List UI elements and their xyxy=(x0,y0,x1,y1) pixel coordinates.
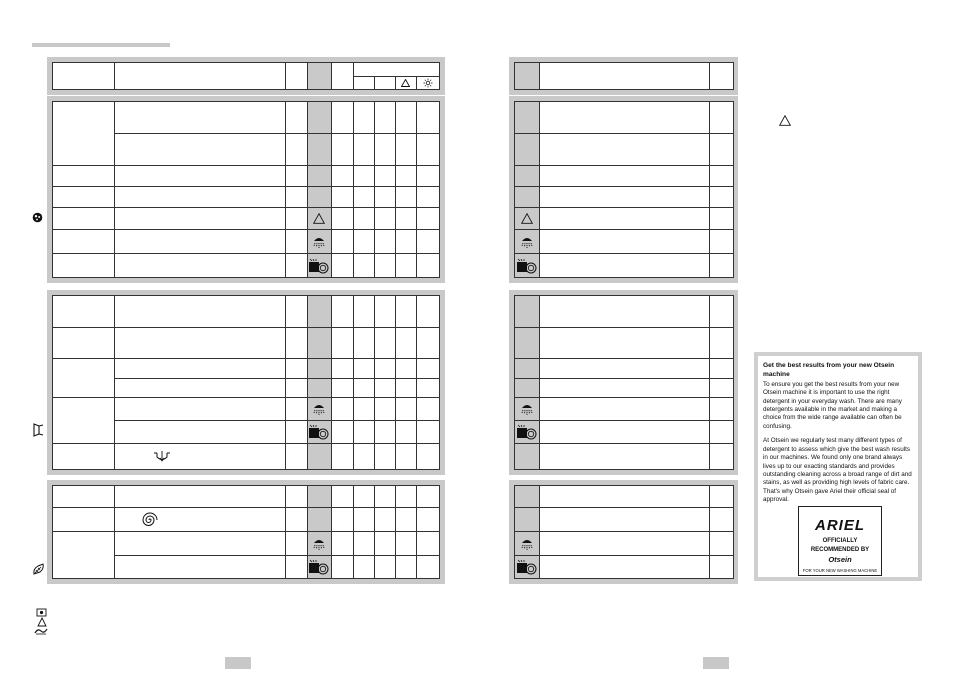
table-cell xyxy=(331,379,353,398)
table-cell xyxy=(353,296,374,328)
table-cell xyxy=(53,444,115,470)
table-cell xyxy=(307,166,331,187)
table-cell xyxy=(331,359,353,379)
table-cell xyxy=(307,398,331,421)
table-cell xyxy=(307,379,331,398)
left-section-cotton xyxy=(47,96,445,283)
table-cell xyxy=(374,208,395,230)
table-cell xyxy=(416,486,439,508)
shower-icon xyxy=(311,401,327,417)
table-cell xyxy=(374,486,395,508)
shower-icon xyxy=(519,536,535,552)
fabric-softener-icon xyxy=(516,424,538,440)
table-cell xyxy=(285,296,307,328)
table-cell xyxy=(540,379,710,398)
table-cell xyxy=(115,187,285,208)
table-cell xyxy=(53,102,115,166)
table-cell xyxy=(374,379,395,398)
table-cell xyxy=(710,444,734,470)
right-section-cotton xyxy=(509,96,738,283)
table-cell xyxy=(353,532,374,556)
advert-body xyxy=(758,356,918,577)
wool-icon xyxy=(32,563,45,576)
table-cell xyxy=(115,359,285,379)
table-cell xyxy=(710,379,734,398)
table-cell xyxy=(374,187,395,208)
triangle-icon xyxy=(779,115,791,126)
table-cell xyxy=(395,379,416,398)
table-cell xyxy=(331,296,353,328)
table-cell xyxy=(710,486,734,508)
fabric-softener-icon xyxy=(516,559,538,575)
cotton-icon xyxy=(32,212,43,223)
table-cell xyxy=(307,532,331,556)
seal-line: RECOMMENDED BY xyxy=(810,546,870,553)
table-cell xyxy=(416,508,439,532)
table-cell xyxy=(374,254,395,278)
table-cell xyxy=(710,421,734,444)
table-cell xyxy=(331,166,353,187)
table-cell xyxy=(710,208,734,230)
table-cell xyxy=(307,508,331,532)
table-cell xyxy=(285,486,307,508)
table-cell xyxy=(515,359,540,379)
seal-line: OFFICIALLY xyxy=(822,538,858,545)
table-cell xyxy=(710,166,734,187)
table-cell xyxy=(395,328,416,359)
table-cell xyxy=(540,296,710,328)
table-cell xyxy=(115,166,285,187)
synthetics-programme-table xyxy=(52,295,440,470)
sun-icon xyxy=(423,78,433,88)
table-cell xyxy=(374,102,395,134)
table-cell xyxy=(515,421,540,444)
table-cell xyxy=(416,166,439,187)
header-cell xyxy=(416,77,439,90)
table-cell xyxy=(540,254,710,278)
table-cell xyxy=(395,166,416,187)
table-cell xyxy=(395,556,416,579)
table-cell xyxy=(374,532,395,556)
table-cell xyxy=(331,187,353,208)
table-cell xyxy=(540,556,710,579)
fabric-softener-icon xyxy=(516,258,538,274)
table-cell xyxy=(515,379,540,398)
table-cell xyxy=(416,532,439,556)
table-cell xyxy=(353,508,374,532)
table-cell xyxy=(353,230,374,254)
table-cell xyxy=(395,486,416,508)
table-cell xyxy=(115,328,285,359)
table-cell xyxy=(307,421,331,444)
shower-icon xyxy=(311,234,327,250)
table-cell xyxy=(353,379,374,398)
table-cell xyxy=(416,556,439,579)
table-cell xyxy=(53,508,115,532)
header-cell xyxy=(285,63,307,90)
table-cell xyxy=(416,134,439,166)
seal-brand: ARIEL xyxy=(815,517,865,534)
table-cell xyxy=(285,398,307,421)
table-cell xyxy=(395,421,416,444)
table-cell xyxy=(115,102,285,134)
header-cell xyxy=(395,77,416,90)
table-cell xyxy=(115,230,285,254)
table-cell xyxy=(515,230,540,254)
table-cell xyxy=(540,486,710,508)
header-cell xyxy=(353,77,374,90)
triangle-icon xyxy=(521,213,533,224)
table-cell xyxy=(285,187,307,208)
table-cell xyxy=(285,421,307,444)
table-cell xyxy=(416,187,439,208)
table-cell xyxy=(115,398,285,421)
table-cell xyxy=(285,556,307,579)
spiral-icon xyxy=(141,512,159,528)
table-cell xyxy=(395,254,416,278)
header-cell xyxy=(710,63,734,90)
table-cell xyxy=(710,508,734,532)
table-cell xyxy=(115,134,285,166)
right-cotton-table xyxy=(514,101,734,278)
detergent-advert xyxy=(754,352,922,581)
table-cell xyxy=(307,208,331,230)
table-cell xyxy=(374,359,395,379)
table-cell xyxy=(331,421,353,444)
shower-icon xyxy=(519,234,535,250)
header-cell xyxy=(540,63,710,90)
table-cell xyxy=(115,444,285,470)
table-cell xyxy=(353,444,374,470)
table-cell xyxy=(115,296,285,328)
table-cell xyxy=(416,444,439,470)
triangle-icon xyxy=(401,79,410,87)
table-cell xyxy=(540,328,710,359)
table-cell xyxy=(331,208,353,230)
table-cell xyxy=(331,254,353,278)
seal-footer: FOR YOUR NEW WASHING MACHINE xyxy=(802,567,878,573)
table-cell xyxy=(53,166,115,187)
table-cell xyxy=(395,187,416,208)
table-cell xyxy=(353,328,374,359)
table-cell xyxy=(285,328,307,359)
table-cell xyxy=(307,328,331,359)
table-cell xyxy=(374,328,395,359)
table-cell xyxy=(353,166,374,187)
table-cell xyxy=(115,208,285,230)
table-cell xyxy=(374,556,395,579)
table-cell xyxy=(353,486,374,508)
table-cell xyxy=(540,166,710,187)
table-cell xyxy=(331,444,353,470)
table-cell xyxy=(540,230,710,254)
right-header-table xyxy=(514,62,734,90)
table-cell xyxy=(331,328,353,359)
table-cell xyxy=(285,359,307,379)
seal-line: Otsein xyxy=(828,554,852,564)
table-cell xyxy=(515,166,540,187)
table-cell xyxy=(515,208,540,230)
triangle-icon xyxy=(313,213,325,224)
table-cell xyxy=(353,556,374,579)
right-section-synthetics xyxy=(509,290,738,475)
table-cell xyxy=(540,398,710,421)
header-cell xyxy=(307,63,331,90)
table-cell xyxy=(515,254,540,278)
table-cell xyxy=(515,398,540,421)
table-cell xyxy=(710,134,734,166)
table-cell xyxy=(416,359,439,379)
table-cell xyxy=(395,359,416,379)
table-cell xyxy=(515,444,540,470)
ariel-seal xyxy=(798,506,882,576)
table-cell xyxy=(307,486,331,508)
triangle-icon xyxy=(35,617,49,627)
table-cell xyxy=(307,134,331,166)
table-cell xyxy=(540,444,710,470)
table-cell xyxy=(285,254,307,278)
table-cell xyxy=(115,508,285,532)
table-cell xyxy=(307,444,331,470)
fabric-softener-icon xyxy=(308,559,330,575)
table-cell xyxy=(374,230,395,254)
table-cell xyxy=(53,230,115,254)
table-cell xyxy=(53,359,115,398)
table-cell xyxy=(353,134,374,166)
table-cell xyxy=(115,532,285,556)
table-cell xyxy=(331,486,353,508)
table-cell xyxy=(416,254,439,278)
table-cell xyxy=(710,296,734,328)
table-cell xyxy=(515,296,540,328)
table-cell xyxy=(53,486,115,508)
table-cell xyxy=(331,134,353,166)
table-cell xyxy=(53,254,115,278)
table-cell xyxy=(374,508,395,532)
table-cell xyxy=(115,421,285,444)
table-cell xyxy=(374,398,395,421)
table-cell xyxy=(710,230,734,254)
table-cell xyxy=(285,102,307,134)
table-cell xyxy=(331,556,353,579)
header-cell xyxy=(331,63,353,90)
table-cell xyxy=(710,102,734,134)
table-cell xyxy=(307,556,331,579)
cotton-programme-table xyxy=(52,101,440,278)
table-cell xyxy=(115,486,285,508)
header-cell xyxy=(53,63,115,90)
table-cell xyxy=(331,508,353,532)
table-cell xyxy=(115,254,285,278)
detergent-icon xyxy=(35,607,49,617)
table-cell xyxy=(395,508,416,532)
table-cell xyxy=(515,532,540,556)
table-cell xyxy=(416,379,439,398)
section-bar xyxy=(32,43,170,47)
table-cell xyxy=(395,444,416,470)
right-section-wool xyxy=(509,480,738,584)
table-cell xyxy=(395,208,416,230)
advert-title: Get the best results from your new Otsein machine xyxy=(763,362,895,378)
table-cell xyxy=(307,359,331,379)
table-cell xyxy=(285,134,307,166)
right-synthetics-table xyxy=(514,295,734,470)
drain-icon xyxy=(153,450,171,464)
table-cell xyxy=(353,398,374,421)
table-cell xyxy=(395,296,416,328)
header-cell xyxy=(374,77,395,90)
table-cell xyxy=(540,208,710,230)
table-cell xyxy=(710,359,734,379)
table-cell xyxy=(416,328,439,359)
table-cell xyxy=(307,187,331,208)
left-header-panel xyxy=(47,57,445,95)
table-cell xyxy=(115,379,285,398)
advert-paragraph: At Otsein we regularly test many different types of detergent to assess which give the best wash results in our machines. We found only one brand always lives up to our exacting standards and provides outstanding cleaning across a broad range of dirt and stains, as well as providing high levels of fabric care. That's why Otsein gave Ariel their official seal of approval. xyxy=(763,437,912,504)
table-cell xyxy=(416,296,439,328)
table-cell xyxy=(515,486,540,508)
table-cell xyxy=(710,254,734,278)
table-cell xyxy=(416,102,439,134)
table-cell xyxy=(374,134,395,166)
table-cell xyxy=(307,102,331,134)
table-cell xyxy=(710,328,734,359)
table-cell xyxy=(285,208,307,230)
header-cell xyxy=(515,63,540,90)
table-cell xyxy=(515,556,540,579)
table-cell xyxy=(353,421,374,444)
table-cell xyxy=(540,187,710,208)
table-cell xyxy=(285,230,307,254)
table-cell xyxy=(285,166,307,187)
fabric-softener-icon xyxy=(308,424,330,440)
table-cell xyxy=(395,134,416,166)
table-cell xyxy=(540,134,710,166)
table-cell xyxy=(53,296,115,328)
table-cell xyxy=(395,102,416,134)
table-cell xyxy=(515,508,540,532)
table-cell xyxy=(374,296,395,328)
wool-programme-table xyxy=(52,485,440,579)
table-cell xyxy=(331,102,353,134)
table-cell xyxy=(53,208,115,230)
table-cell xyxy=(540,421,710,444)
page-number-right xyxy=(703,657,729,669)
table-cell xyxy=(540,102,710,134)
table-cell xyxy=(285,379,307,398)
shower-icon xyxy=(311,536,327,552)
table-cell xyxy=(515,134,540,166)
table-cell xyxy=(331,532,353,556)
table-cell xyxy=(115,556,285,579)
table-cell xyxy=(331,230,353,254)
table-cell xyxy=(540,532,710,556)
table-cell xyxy=(710,556,734,579)
table-cell xyxy=(374,444,395,470)
table-cell xyxy=(515,328,540,359)
table-cell xyxy=(710,398,734,421)
synthetics-icon xyxy=(33,423,44,437)
table-cell xyxy=(710,532,734,556)
table-cell xyxy=(374,421,395,444)
legend-icons xyxy=(34,607,50,635)
table-cell xyxy=(540,359,710,379)
table-cell xyxy=(395,398,416,421)
left-header-table xyxy=(52,62,440,90)
table-cell xyxy=(53,532,115,579)
table-cell xyxy=(416,230,439,254)
header-cell xyxy=(115,63,285,90)
table-cell xyxy=(307,296,331,328)
table-cell xyxy=(374,166,395,187)
table-cell xyxy=(416,421,439,444)
table-cell xyxy=(395,230,416,254)
shower-icon xyxy=(519,401,535,417)
table-cell xyxy=(53,398,115,444)
table-cell xyxy=(53,328,115,359)
table-cell xyxy=(416,208,439,230)
advert-paragraph: To ensure you get the best results from your new Otsein machine it is important to use the right detergent in your everyday wash. There are many detergents available in the market and making a choice from the wide range available can often be confusing. xyxy=(763,380,902,430)
table-cell xyxy=(307,230,331,254)
table-cell xyxy=(53,187,115,208)
left-section-wool xyxy=(47,480,445,584)
softener-label-icon xyxy=(34,627,48,635)
left-section-synthetics xyxy=(47,290,445,475)
right-wool-table xyxy=(514,485,734,579)
page-number-left xyxy=(225,657,251,669)
table-cell xyxy=(285,532,307,556)
table-cell xyxy=(353,102,374,134)
table-cell xyxy=(515,187,540,208)
table-cell xyxy=(416,398,439,421)
table-cell xyxy=(285,508,307,532)
table-cell xyxy=(353,187,374,208)
table-cell xyxy=(540,508,710,532)
table-cell xyxy=(353,359,374,379)
table-cell xyxy=(307,254,331,278)
table-cell xyxy=(285,444,307,470)
table-cell xyxy=(515,102,540,134)
table-cell xyxy=(353,254,374,278)
table-cell xyxy=(353,208,374,230)
table-cell xyxy=(331,398,353,421)
right-header-panel xyxy=(509,57,738,95)
table-cell xyxy=(710,187,734,208)
header-cell xyxy=(353,63,439,77)
fabric-softener-icon xyxy=(308,258,330,274)
table-cell xyxy=(395,532,416,556)
